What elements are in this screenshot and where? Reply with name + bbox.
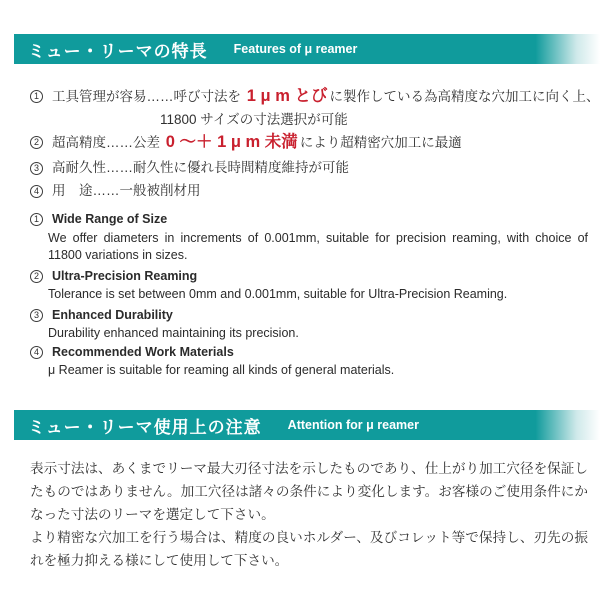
features-header-bar bbox=[14, 34, 600, 64]
feature-ja-item-1-line2: 11800 サイズの寸法選択が可能 bbox=[160, 112, 348, 127]
circled-number-en-1-icon bbox=[30, 213, 43, 226]
feature-ja-item-4 bbox=[30, 181, 201, 201]
feature-ja-item-1 bbox=[30, 86, 599, 107]
attention-header-bar bbox=[14, 410, 600, 440]
feature-ja-item-2-pre: 超高精度……公差 bbox=[52, 135, 164, 150]
feature-en-item-2-title bbox=[30, 269, 197, 283]
feature-en-item-1-title bbox=[30, 212, 167, 226]
circled-number-1-icon bbox=[30, 90, 43, 103]
feature-ja-item-2-text bbox=[52, 132, 462, 153]
feature-en-item-1-title-text: Wide Range of Size bbox=[52, 212, 168, 226]
circled-number-en-1-digit: 1 bbox=[33, 213, 39, 224]
circled-number-en-4-icon bbox=[30, 346, 43, 359]
feature-en-item-4-body: μ Reamer is suitable for reaming all kinds of general materials. bbox=[48, 363, 395, 377]
feature-en-item-4-title-text: Recommended Work Materials bbox=[52, 345, 234, 359]
feature-en-item-2-body: Tolerance is set between 0mm and 0.001mm, suitable for Ultra-Precision Reaming. bbox=[48, 287, 508, 301]
circled-number-en-2-icon bbox=[30, 270, 43, 283]
circled-number-2-digit: 2 bbox=[33, 137, 39, 147]
circled-number-en-4-digit: 4 bbox=[33, 346, 39, 357]
features-header-subtitle-en: Features of μ reamer bbox=[233, 42, 358, 56]
feature-ja-item-2-post: により超精密穴加工に最適 bbox=[299, 135, 462, 150]
circled-number-4-icon bbox=[30, 185, 43, 198]
circled-number-2-icon bbox=[30, 136, 43, 149]
feature-ja-item-1-pre: 工具管理が容易……呼び寸法を bbox=[52, 89, 245, 104]
circled-number-3-digit: 3 bbox=[33, 162, 39, 173]
feature-ja-item-2-highlight: 0 ～＋ 1 μ m 未満 bbox=[165, 133, 298, 151]
circled-number-en-3-icon bbox=[30, 309, 43, 322]
feature-ja-item-3 bbox=[30, 158, 349, 178]
feature-en-item-2-title-text: Ultra-Precision Reaming bbox=[52, 269, 198, 283]
attention-paragraph-1: 表示寸法は、あくまでリーマ最大刃径寸法を示したものであり、仕上がり加工穴径を保証したものではありません。加工穴径は諸々の条件により変化します。お客様のご使用条件にかなった寸法のリーマを選定して下さい。 bbox=[30, 461, 588, 522]
feature-ja-item-1-highlight: 1 μ m とび bbox=[246, 87, 328, 105]
feature-en-item-1-body: We offer diameters in increments of 0.001mm, suitable for precision reaming, with choice of 11800 variations in sizes. bbox=[48, 231, 588, 262]
circled-number-1-digit: 1 bbox=[33, 91, 39, 101]
attention-paragraph-2: より精密な穴加工を行う場合は、精度の良いホルダー、及びコレット等で保持し、刃先の振れを極力抑える様にして使用して下さい。 bbox=[30, 530, 588, 568]
feature-ja-item-3-text: 高耐久性……耐久性に優れ長時間精度維持が可能 bbox=[52, 160, 349, 175]
feature-en-item-3-title-text: Enhanced Durability bbox=[52, 308, 173, 322]
feature-en-item-3-title bbox=[30, 308, 173, 322]
feature-ja-item-1-post: に製作している為高精度な穴加工に向く上、 bbox=[329, 89, 600, 104]
feature-ja-item-2 bbox=[30, 132, 462, 153]
feature-ja-item-1-text bbox=[52, 86, 599, 107]
circled-number-en-3-digit: 3 bbox=[33, 309, 39, 320]
feature-en-item-4-title bbox=[30, 345, 234, 359]
circled-number-3-icon bbox=[30, 162, 43, 175]
features-header-title-ja: ミュー・リーマの特長 bbox=[28, 41, 208, 61]
feature-en-item-3-body: Durability enhanced maintaining its precision. bbox=[48, 326, 299, 340]
circled-number-4-digit: 4 bbox=[33, 185, 39, 196]
circled-number-en-2-digit: 2 bbox=[33, 270, 39, 281]
attention-header-title-ja: ミュー・リーマ使用上の注意 bbox=[28, 417, 262, 437]
attention-header-subtitle-en: Attention for μ reamer bbox=[287, 418, 419, 432]
feature-ja-item-4-text: 用 途……一般被削材用 bbox=[52, 183, 201, 198]
